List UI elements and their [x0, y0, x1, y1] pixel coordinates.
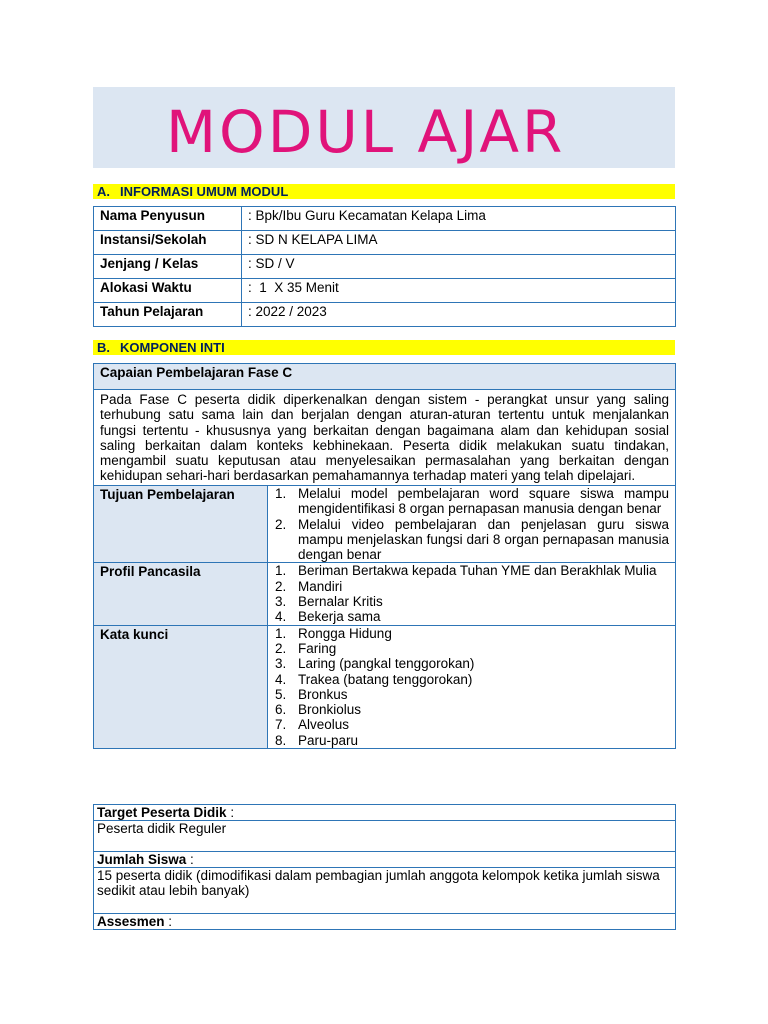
info-label: Jenjang / Kelas — [94, 255, 242, 279]
kata-label: Kata kunci — [94, 625, 268, 748]
tujuan-value — [268, 486, 676, 563]
table-row — [94, 625, 676, 748]
info-label: Nama Penyusun — [94, 207, 242, 231]
info-value: : SD / V — [242, 255, 676, 279]
list-item: 3. Laring (pangkal tenggorokan) — [275, 656, 475, 672]
table-row — [94, 207, 676, 231]
info-value: : 1 X 35 Menit — [242, 279, 676, 303]
table-row — [94, 255, 676, 279]
section-a-letter: A. — [97, 184, 110, 199]
kata-item-text: Paru-paru — [298, 732, 359, 748]
komponen-table — [93, 363, 676, 749]
kata-list — [272, 626, 669, 748]
list-item: 8. Paru-paru — [275, 732, 359, 748]
info-label: Alokasi Waktu — [94, 279, 242, 303]
profil-value — [268, 563, 676, 625]
list-item: 1. Melalui model pembelajaran word square siswa mampu mengidentifikasi 8 organ pernapasan manusia dengan benar — [275, 486, 669, 517]
kata-item-text: Rongga Hidung — [298, 625, 392, 641]
section-b-heading — [93, 340, 675, 355]
list-item: 4. Bekerja sama — [275, 609, 381, 625]
kata-item-text: Trakea (batang tenggorokan) — [298, 671, 473, 687]
table-row — [94, 821, 676, 852]
list-item: 5. Bronkus — [275, 686, 348, 702]
table-row — [94, 364, 676, 390]
info-label: Tahun Pelajaran — [94, 303, 242, 327]
profil-item-text: Bernalar Kritis — [298, 594, 383, 610]
jumlah-value: 15 peserta didik (dimodifikasi dalam pembagian jumlah anggota kelompok ketika jumlah siswa sedikit atau lebih banyak) — [94, 868, 676, 914]
kata-item-text: Bronkiolus — [298, 702, 362, 718]
tujuan-item-text: Melalui video pembelajaran dan penjelasan guru siswa mampu menjelaskan fungsi dari 8 organ pernapasan manusia dengan benar — [298, 516, 669, 563]
section-a-heading — [93, 184, 675, 199]
section-a-title: INFORMASI UMUM MODUL — [120, 184, 289, 199]
info-value: : Bpk/Ibu Guru Kecamatan Kelapa Lima — [242, 207, 676, 231]
target-heading — [94, 805, 676, 821]
tujuan-label: Tujuan Pembelajaran — [94, 486, 268, 563]
list-item: 1. Rongga Hidung — [275, 625, 392, 641]
profil-label: Profil Pancasila — [94, 563, 268, 625]
table-row — [94, 390, 676, 486]
target-table — [93, 804, 676, 930]
capaian-title: Capaian Pembelajaran Fase C — [94, 364, 676, 390]
list-item: 3. Bernalar Kritis — [275, 594, 383, 610]
kata-item-text: Faring — [298, 640, 337, 656]
profil-item-text: Mandiri — [298, 578, 343, 594]
target-label: Target Peserta Didik — [97, 805, 227, 820]
jumlah-heading — [94, 852, 676, 868]
table-row — [94, 805, 676, 821]
info-table — [93, 206, 676, 327]
section-b-title: KOMPONEN INTI — [120, 340, 225, 355]
profil-item-text: Bekerja sama — [298, 609, 381, 625]
kata-value — [268, 625, 676, 748]
tujuan-item-text: Melalui model pembelajaran word square siswa mampu mengidentifikasi 8 organ pernapasan manusia dengan benar — [298, 486, 669, 517]
profil-item-text: Beriman Bertakwa kepada Tuhan YME dan Berakhlak Mulia — [298, 563, 657, 579]
assesmen-colon: : — [164, 914, 173, 929]
list-item: 4. Trakea (batang tenggorokan) — [275, 671, 473, 687]
info-value: : 2022 / 2023 — [242, 303, 676, 327]
capaian-text: Pada Fase C peserta didik diperkenalkan dengan sistem - perangkat unsur yang saling terhubung satu sama lain dan berjalan dengan aturan-aturan tertentu untuk menjalankan fungsi tertentu - khususnya yang berkaitan dengan bagaimana alam dan kehidupan sosial saling berkaitan dalam konteks kebhinekaan. Peserta didik melakukan suatu tindakan, mengambil suatu keputusan atau menyelesaikan permasalahan yang berkaitan dengan kehidupan sehari-hari berdasarkan pemahamannya terhadap materi yang telah dipelajari. — [94, 390, 676, 486]
tujuan-list — [272, 486, 669, 562]
list-item: 2. Melalui video pembelajaran dan penjelasan guru siswa mampu menjelaskan fungsi dari 8 organ pernapasan manusia dengan benar — [275, 516, 669, 563]
kata-item-text: Alveolus — [298, 717, 350, 733]
target-value: Peserta didik Reguler — [94, 821, 676, 852]
info-value: : SD N KELAPA LIMA — [242, 231, 676, 255]
kata-item-text: Bronkus — [298, 686, 348, 702]
profil-list — [272, 563, 669, 624]
table-row — [94, 279, 676, 303]
assesmen-heading — [94, 914, 676, 930]
section-b-letter: B. — [97, 340, 110, 355]
table-row — [94, 852, 676, 868]
jumlah-label: Jumlah Siswa — [97, 852, 187, 867]
list-item: 2. Faring — [275, 640, 337, 656]
table-row — [94, 914, 676, 930]
table-row — [94, 563, 676, 625]
list-item: 2. Mandiri — [275, 578, 343, 594]
info-label: Instansi/Sekolah — [94, 231, 242, 255]
table-row — [94, 868, 676, 914]
kata-item-text: Laring (pangkal tenggorokan) — [298, 656, 475, 672]
page-title: MODUL AJAR — [166, 98, 566, 166]
list-item: 1. Beriman Bertakwa kepada Tuhan YME dan Berakhlak Mulia — [275, 563, 657, 579]
table-row — [94, 486, 676, 563]
assesmen-label: Assesmen — [97, 914, 165, 929]
table-row — [94, 231, 676, 255]
list-item: 7. Alveolus — [275, 717, 350, 733]
target-colon: : — [226, 805, 235, 820]
jumlah-colon: : — [186, 852, 194, 867]
table-row — [94, 303, 676, 327]
list-item: 6. Bronkiolus — [275, 702, 362, 718]
